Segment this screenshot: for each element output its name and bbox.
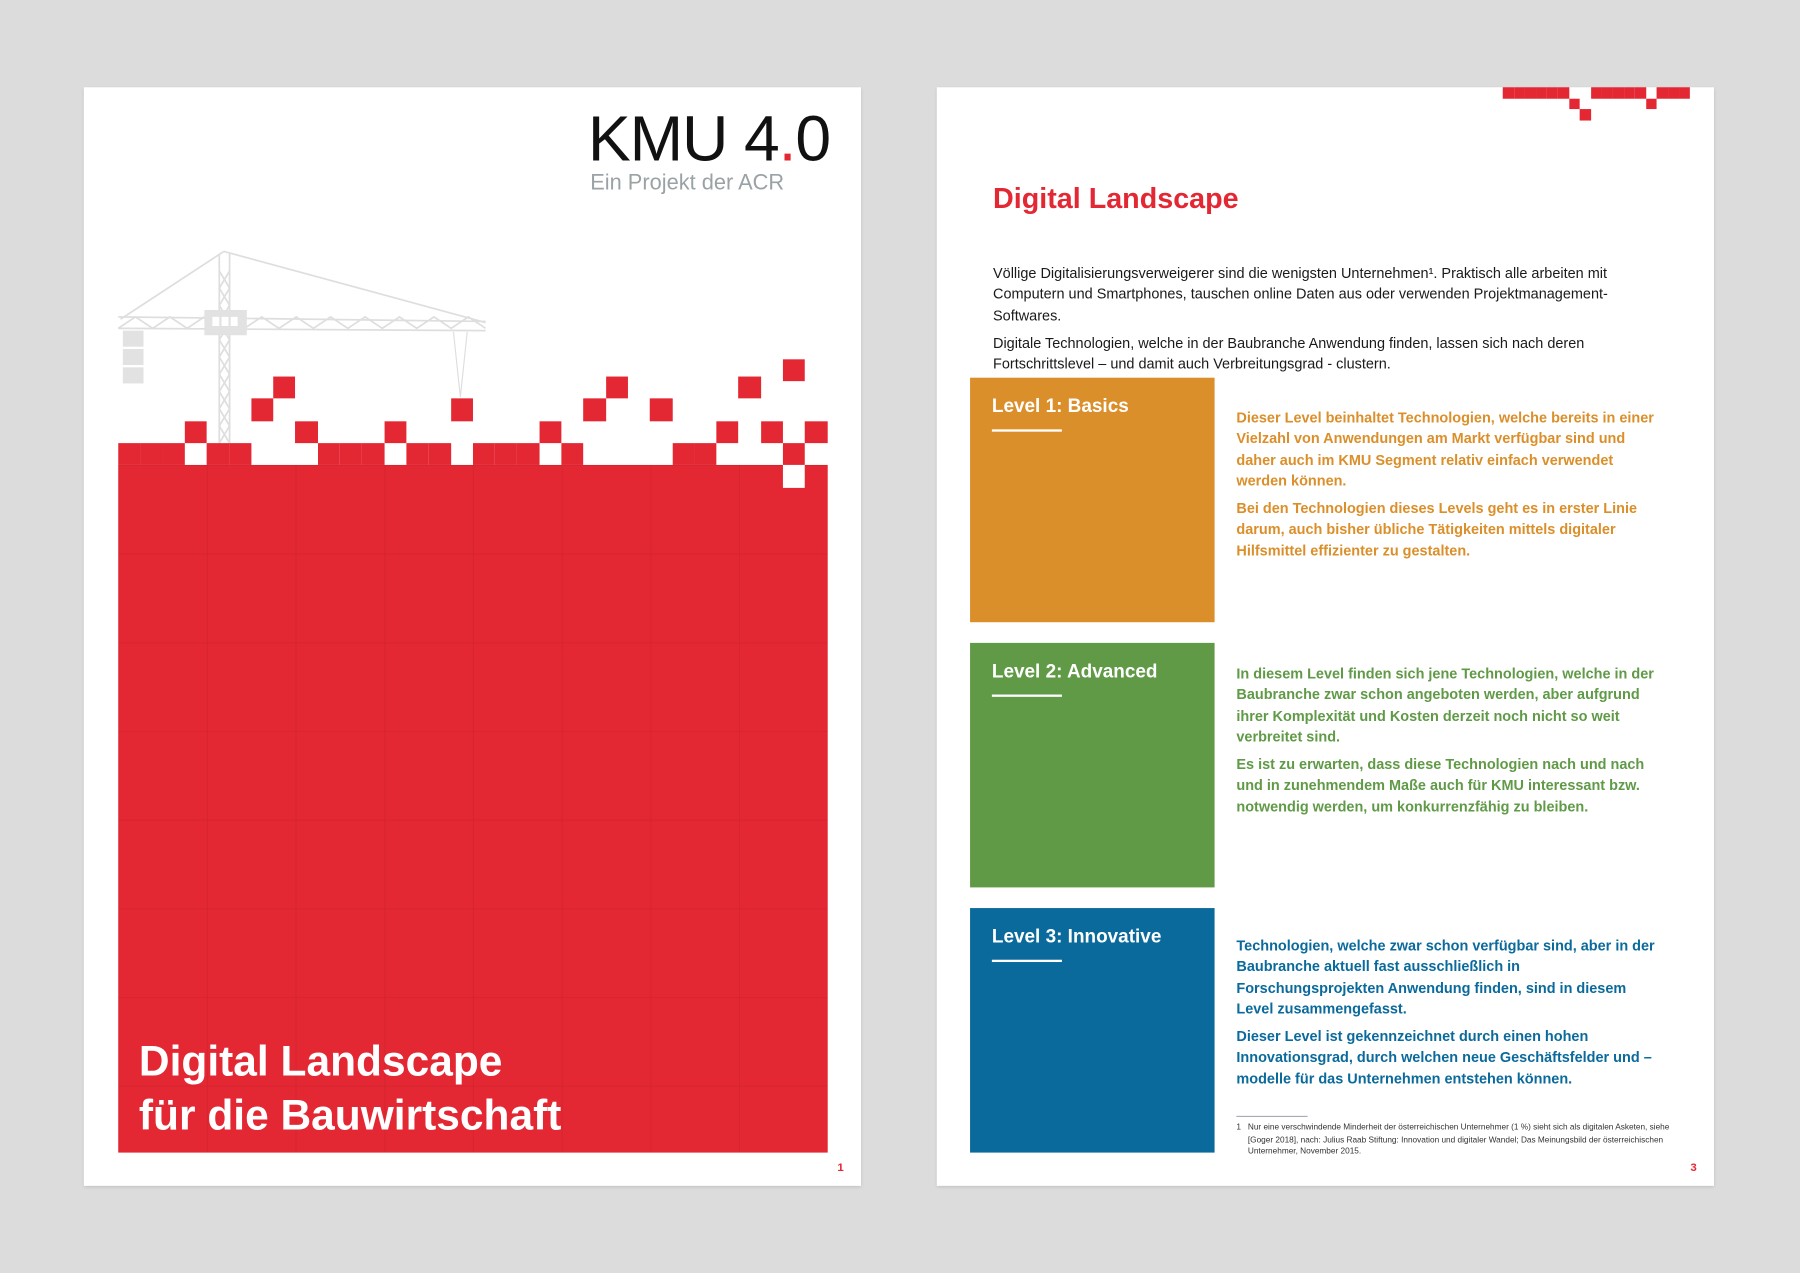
pixel-cell <box>1613 87 1624 98</box>
title-underline <box>992 695 1062 697</box>
level-paragraph: Technologien, welche zwar schon verfügbar sind, aber in der Baubranche aktuell fast ausschließlich in Forschungsprojekten Anwendung finden, sind in diesem Level zusammengefasst. <box>1236 937 1655 1018</box>
level-title: Level 2: Advanced <box>991 661 1158 682</box>
pixel-cell <box>163 443 185 465</box>
logo-text: KMU 4 <box>587 102 779 175</box>
level-1-box <box>970 378 1215 623</box>
pixel-cell <box>362 443 384 465</box>
pixel-cell <box>207 443 229 465</box>
level-paragraph: Dieser Level beinhaltet Technologien, welche bereits in einer Vielzahl von Anwendungen am Markt verfügbar sind und daher auch im KMU Segment relativ einfach verwendet werden können. <box>1236 409 1654 489</box>
footnote-rule <box>1236 1116 1307 1117</box>
pixel-cell <box>1646 98 1657 109</box>
pixel-cell <box>1569 98 1580 109</box>
page-number: 1 <box>837 1161 844 1175</box>
pixel-cell <box>1514 87 1525 98</box>
pixel-cell <box>1591 87 1602 98</box>
cover-title-line2: für die Bauwirtschaft <box>138 1091 562 1139</box>
pixel-cell <box>694 443 716 465</box>
pixel-cell <box>739 377 761 399</box>
pixel-cell <box>1536 87 1547 98</box>
level-paragraph: In diesem Level finden sich jene Technologien, welche in der Baubranche zwar schon angeboten werden, aber aufgrund ihrer Komplexität und Kosten derzeit noch nicht so weit verbreitet sind. <box>1236 665 1654 745</box>
level-3-description <box>1236 936 1661 1097</box>
cover-title-line1: Digital Landscape <box>138 1037 503 1085</box>
level-2-box <box>970 643 1215 888</box>
level-title: Level 3: Innovative <box>991 926 1162 948</box>
footnote <box>1236 1122 1684 1158</box>
pixel-cell <box>1580 109 1591 120</box>
pixel-cell <box>761 421 783 443</box>
pixel-cell <box>716 421 738 443</box>
logo-subtitle: Ein Projekt der ACR <box>590 171 785 196</box>
pixel-cell <box>295 421 317 443</box>
pixel-cell <box>783 443 805 465</box>
pixel-cell <box>1657 87 1668 98</box>
pixel-cell <box>495 443 517 465</box>
pixel-cell <box>1558 87 1569 98</box>
pixel-cell <box>1503 87 1514 98</box>
pixel-cell <box>1624 87 1635 98</box>
pixel-cell <box>384 421 406 443</box>
page-number: 3 <box>1690 1161 1697 1175</box>
pixel-cell <box>340 443 362 465</box>
pixel-cell <box>584 399 606 421</box>
pixel-cell <box>805 421 827 443</box>
pixel-cell <box>606 377 628 399</box>
pixel-cell <box>406 443 428 465</box>
intro-text <box>993 263 1676 382</box>
footnote-text: Nur eine verschwindende Minderheit der österreichischen Unternehmer (1 %) sieht sich als digitalen Asketen, siehe [Goger 2018], nach: Julius Raab Stiftung: Innovation und digitaler Wandel; Das Meinungsbild der österreichischen Unternehmer, November 2015. <box>1247 1121 1670 1157</box>
pixel-cell <box>1679 87 1690 98</box>
pixel-cell <box>118 443 140 465</box>
page-heading: Digital Landscape <box>993 182 1239 215</box>
pixel-cell <box>473 443 495 465</box>
pixel-cell <box>318 443 340 465</box>
level-2-description <box>1236 664 1661 825</box>
level-paragraph: Bei den Technologien dieses Levels geht es in erster Linie darum, auch bisher übliche Tätigkeiten mittels digitaler Hilfsmittel effizienter zu gestalten. <box>1236 500 1638 559</box>
pixel-cell <box>140 443 162 465</box>
pixel-cell <box>251 399 273 421</box>
pixel-cell <box>539 421 561 443</box>
intro-paragraph: Digitale Technologien, welche in der Baubranche Anwendung finden, lassen sich nach deren Fortschrittslevel – und damit auch Verbreitungsgrad - clustern. <box>993 335 1585 373</box>
footnote-number: 1 <box>1236 1121 1241 1132</box>
pixel-cell <box>1668 87 1679 98</box>
pixel-cell <box>1602 87 1613 98</box>
level-paragraph: Es ist zu erwarten, dass diese Technologien nach und nach und in zunehmendem Maße auch für KMU interessant bzw. notwendig werden, um konkurrenzfähig zu bleiben. <box>1236 756 1645 815</box>
content-page <box>937 87 1714 1186</box>
pixel-cell <box>229 443 251 465</box>
level-3-box <box>970 908 1215 1153</box>
title-underline <box>992 960 1062 962</box>
cover-title <box>139 1034 561 1142</box>
intro-paragraph: Völlige Digitalisierungsverweigerer sind die wenigsten Unternehmen¹. Praktisch alle arbeiten mit Computern und Smartphones, tauschen online Daten aus oder verwenden Projektmanagement-Softwares. <box>993 265 1608 324</box>
pixel-cell <box>561 443 583 465</box>
level-paragraph: Dieser Level ist gekennzeichnet durch einen hohen Innovationsgrad, durch welchen neue Geschäftsfelder und –modelle für das Unternehmen entstehen können. <box>1236 1028 1652 1087</box>
pixel-cell <box>650 399 672 421</box>
pixel-cell <box>451 399 473 421</box>
pixel-cell <box>428 443 450 465</box>
pixel-cell <box>185 421 207 443</box>
pixel-cell <box>1547 87 1558 98</box>
cover-page <box>84 87 861 1186</box>
pixel-cell <box>783 359 805 381</box>
pixel-cell <box>1525 87 1536 98</box>
logo-dot: . <box>778 102 796 175</box>
pixel-cell <box>672 443 694 465</box>
logo-text-end: 0 <box>795 102 831 175</box>
pixel-cell <box>273 377 295 399</box>
pixel-cell <box>1635 87 1646 98</box>
pixel-cell <box>783 465 805 487</box>
pixel-cell <box>517 443 539 465</box>
level-title: Level 1: Basics <box>991 396 1129 417</box>
title-underline <box>992 429 1062 431</box>
level-1-description <box>1236 408 1661 569</box>
